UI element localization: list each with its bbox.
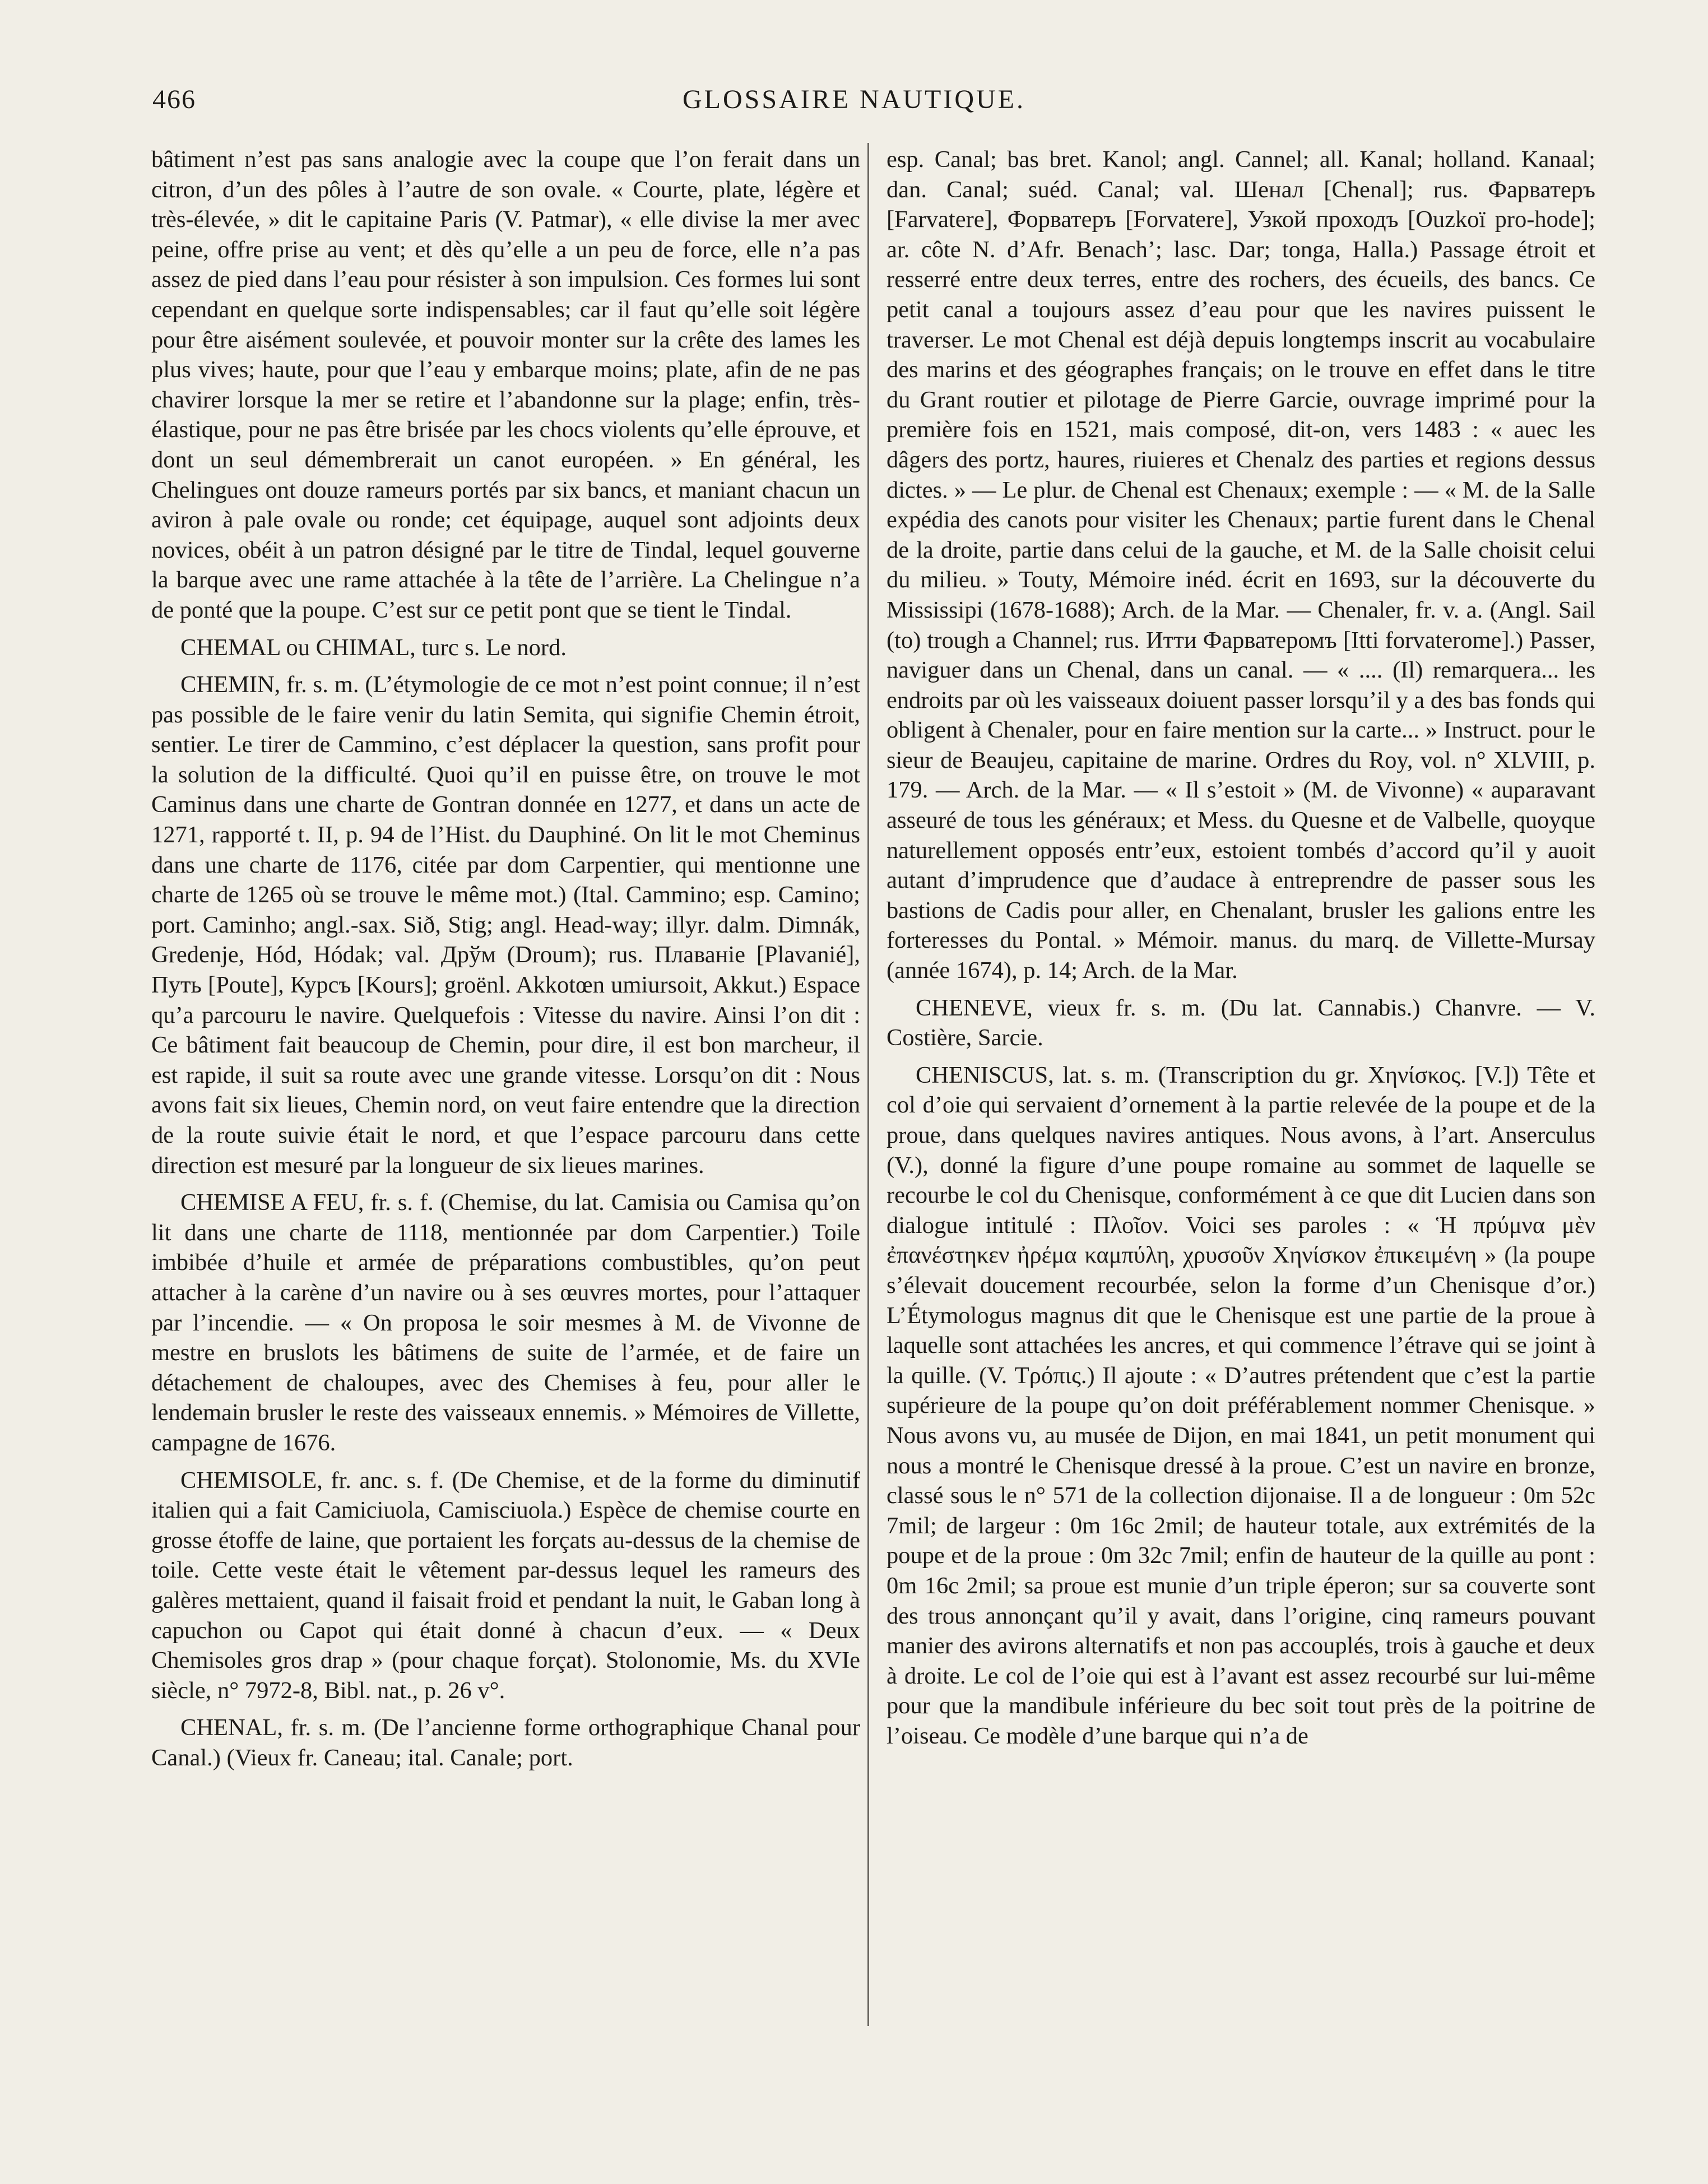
- entry-cheneve: CHENEVE, vieux fr. s. m. (Du lat. Cannabis.) Chanvre. — V. Costière, Sarcie.: [887, 994, 1595, 1051]
- paragraph-chelingue-continuation: bâtiment n’est pas sans analogie avec la coupe que l’on ferait dans un citron, d’un des pôles à l’autre de son ovale. « Courte, plate, légère et très-élevée, » dit le capitaine Paris (V. Patmar), « elle divise la mer avec peine, offre prise au vent; et dès qu’elle a un peu de force, elle n’a pas assez de pied dans l’eau pour résister à son impulsion. Ces formes lui sont cependant en quelque sorte indispensables; car il faut qu’elle soit légère pour être aisément soulevée, et pouvoir monter sur la crête des lames les plus vives; haute, pour que l’eau y embarque moins; plate, afin de ne pas chavirer lorsque la mer se retire et l’abandonne sur la plage; enfin, très-élastique, pour ne pas être brisée par les chocs violents qu’elle éprouve, et dont un seul démembrerait un canot européen. » En général, les Chelingues ont douze rameurs portés par six bancs, et maniant chacun un aviron à pale ovale ou ronde; cet équipage, auquel sont adjoints deux novices, obéit à un patron désigné par le titre de Tindal, lequel gouverne la barque avec une rame attachée à la tête de l’arrière. La Chelingue n’a de ponté que la poupe. C’est sur ce petit pont que se tient le Tindal.: [151, 146, 860, 623]
- paragraph-chenal-continuation: esp. Canal; bas bret. Kanol; angl. Cannel; all. Kanal; holland. Kanaal; dan. Canal; suéd. Canal; val. Шенал [Chenal]; rus. Фарватеръ [Farvatere], Форватеръ [Forvatere], Узкой проходъ [Ouzkoï pro-hode]; ar. côte N. d’Afr. Benach’; lasc. Dar; tonga, Halla.) Passage étroit et resserré entre deux terres, entre des rochers, des écueils, des bancs. Ce petit canal a toujours assez d’eau pour que les navires puissent le traverser. Le mot Chenal est déjà depuis longtemps inscrit au vocabulaire des marins et des géographes français; on le trouve en effet dans le titre du Grant routier et pilotage de Pierre Garcie, ouvrage imprimé pour la première fois en 1521, mais composé, dit-on, vers 1483 : « auec les dâgers des portz, haures, riuieres et Chenalz des parties et regions dessus dictes. » — Le plur. de Chenal est Chenaux; exemple : — « M. de la Salle expédia des canots pour visiter les Chenaux; partie furent dans le Chenal de la droite, partie dans celui de la gauche, et M. de la Salle choisit celui du milieu. » Touty, Mémoire inéd. écrit en 1693, sur la découverte du Mississipi (1678-1688); Arch. de la Mar. — Chenaler, fr. v. a. (Angl. Sail (to) trough a Channel; rus. Итти Фарватеромъ [Itti forvaterome].) Passer, naviguer dans un Chenal, dans un canal. — « .... (Il) remarquera... les endroits par où les vaisseaux doiuent passer lorsqu’il y a des bas fonds qui obligent à Chenaler, pour en faire mention sur la carte... » Instruct. pour le sieur de Beaujeu, capitaine de marine. Ordres du Roy, vol. n° XLVIII, p. 179. — Arch. de la Mar. — « Il s’estoit » (M. de Vivonne) « auparavant asseuré de tous les généraux; et Mess. du Quesne et de Valbelle, quoyque naturellement opposés entr’eux, estoient tombés d’accord qu’il y auoit autant d’imprudence que d’audace à entreprendre de passer sous les bastions de Cadis pour aller, en Chenalant, brusler les galions entre les forteresses du Pontal. » Mémoir. manus. du marq. de Villette-Mursay (année 1674), p. 14; Arch. de la Mar.: [887, 146, 1595, 984]
- entry-chemisole: CHEMISOLE, fr. anc. s. f. (De Chemise, et de la forme du diminutif italien qui a fait Camiciuola, Camisciuola.) Espèce de chemise courte en grosse étoffe de laine, que portaient les forçats au-dessus de la chemise de toile. Cette veste était le vêtement par-dessus lequel les rameurs des galères mettaient, quand il faisait froid et pendant la nuit, le Gaban long à capuchon ou Capot qui était donné à chacun d’eux. — « Deux Chemisoles gros drap » (pour chaque forçat). Stolonomie, Ms. du XVIe siècle, n° 7972-8, Bibl. nat., p. 26 v°.: [151, 1467, 860, 1704]
- column-divider: [867, 143, 869, 2026]
- entry-chemal: CHEMAL ou CHIMAL, turc s. Le nord.: [180, 634, 567, 661]
- left-column: [151, 145, 860, 1773]
- entry-chemise-a-feu: CHEMISE A FEU, fr. s. f. (Chemise, du lat. Camisia ou Camisa qu’on lit dans une charte de 1118, mentionnée par dom Carpentier.) Toile imbibée d’huile et armée de préparations combustibles, qu’on peut attacher à la carène d’un navire ou à ses œuvres mortes, pour l’attaquer par l’incendie. — « On proposa le soir mesmes à M. de Vivonne de mestre en bruslots les bâtimens de suite de l’armée, et de faire un détachement de chaloupes, avec des Chemises à feu, pour aller le lendemain brusler le reste des vaisseaux ennemis. » Mémoires de Villette, campagne de 1676.: [151, 1189, 860, 1456]
- entry-chenal: CHENAL, fr. s. m. (De l’ancienne forme orthographique Chanal pour Canal.) (Vieux fr. Caneau; ital. Canale; port.: [151, 1714, 860, 1771]
- page-number: 466: [152, 85, 196, 114]
- entry-cheniscus: CHENISCUS, lat. s. m. (Transcription du gr. Χηνίσκος. [V.]) Tête et col d’oie qui servaient d’ornement à la partie relevée de la poupe et de la proue, dans quelques navires antiques. Nous avons, à l’art. Anserculus (V.), donné la figure d’une poupe romaine au sommet de laquelle se recourbe le col du Chenisque, conformément à ce que dit Lucien dans son dialogue intitulé : Πλοῖον. Voici ses paroles : « Ἡ πρύμνα μὲν ἐπανέστηκεν ἠρέμα καμπύλη, χρυσοῦν Χηνίσκον ἐπικειμένη » (la poupe s’élevait doucement recourbée, selon la forme d’un Chenisque d’or.) L’Étymologus magnus dit que le Chenisque est une partie de la proue à laquelle sont attachées les ancres, et qui commence l’étrave qui se joint à la quille. (V. Τρόπις.) Il ajoute : « D’autres prétendent que c’est la partie supérieure de la poupe qu’on doit préférablement nommer Chenisque. » Nous avons vu, au musée de Dijon, en mai 1841, un petit monument qui nous a montré le Chenisque dressé à la proue. C’est un navire en bronze, classé sous le n° 571 de la collection dijonaise. Il a de longueur : 0m 52c 7mil; de largeur : 0m 16c 2mil; de hauteur totale, aux extrémités de la poupe et de la proue : 0m 32c 7mil; enfin de hauteur de la quille au pont : 0m 16c 2mil; sa proue est munie d’un triple éperon; sur sa couverte sont des trous annonçant qu’il y avait, dans l’origine, cinq rameurs pouvant manier des avirons alternatifs et non pas accouplés, trois à gauche et deux à droite. Le col de l’oie qui est à l’avant est assez recourbé sur lui-même pour que la mandibule inférieure du bec soit tout près de la poitrine de l’oiseau. Ce modèle d’une barque qui n’a de: [887, 1061, 1595, 1749]
- page-header: [0, 84, 1708, 129]
- running-title: GLOSSAIRE NAUTIQUE.: [683, 85, 1025, 114]
- entry-chemin: CHEMIN, fr. s. m. (L’étymologie de ce mot n’est point connue; il n’est pas possible de le faire venir du latin Semita, qui signifie Chemin étroit, sentier. Le tirer de Cammino, c’est déplacer la question, sans profit pour la solution de la difficulté. Quoi qu’il en puisse être, on trouve le mot Caminus dans une charte de Gontran donnée en 1277, et dans un acte de 1271, rapporté t. II, p. 94 de l’Hist. du Dauphiné. On lit le mot Cheminus dans une charte de 1176, citée par dom Carpentier, qui mentionne une charte de 1265 où se trouve le même mot.) (Ital. Cammino; esp. Camino; port. Caminho; angl.-sax. Sið, Stig; angl. Head-way; illyr. dalm. Dimnák, Gredenje, Hód, Hódak; val. Дрўм (Droum); rus. Плаваніе [Plavanié], Путь [Poute], Курсъ [Kours]; groënl. Akkotœn umiursoit, Akkut.) Espace qu’a parcouru le navire. Quelquefois : Vitesse du navire. Ainsi l’on dit : Ce bâtiment fait beaucoup de Chemin, pour dire, il est bon marcheur, il est rapide, il suit sa route avec une grande vitesse. Lorsqu’on dit : Nous avons fait six lieues, Chemin nord, on veut faire entendre que la direction de la route suivie était le nord, et que l’espace parcouru dans cette direction est mesuré par la longueur de six lieues marines.: [151, 671, 860, 1179]
- right-column: [887, 145, 1595, 1751]
